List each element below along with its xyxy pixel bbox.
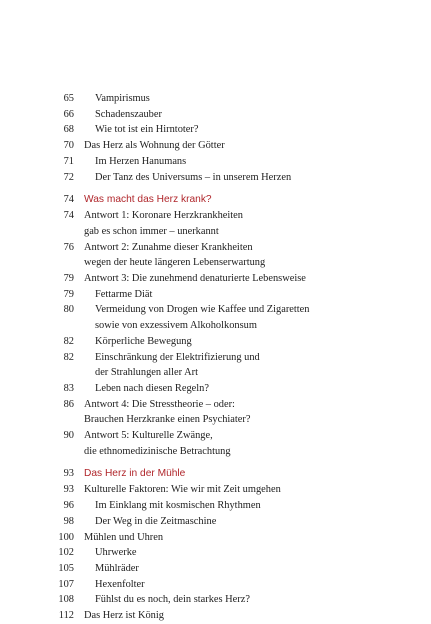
toc-entry [0,224,431,240]
toc-entry [0,498,431,514]
toc-entry [0,381,431,397]
toc-entry [0,154,431,170]
section-title: Das Herz in der Mühle [84,467,186,479]
entry-title: Mühlen und Uhren [84,531,164,543]
toc-entry [0,91,431,107]
entry-title: gab es schon immer – unerkannt [84,225,219,237]
toc-entry [0,577,431,593]
toc-entry [0,365,431,381]
entry-title: der Strahlungen aller Art [95,367,199,379]
toc-entry [0,530,431,546]
toc-entry [0,444,431,460]
entry-title: Wie tot ist ein Hirntoter? [95,124,199,136]
page-number: 86 [63,398,74,410]
toc-entry [0,412,431,428]
entry-title: Antwort 1: Koronare Herzkrankheiten [84,210,243,222]
page-number: 90 [63,430,74,441]
entry-title: Hexenfolter [95,578,145,590]
page-number: 79 [63,288,74,300]
page-number: 112 [58,610,74,621]
toc-entry [0,428,431,444]
entry-title: die ethnomedizinische Betrachtung [84,445,231,457]
toc-entry [0,240,431,256]
page-number: 93 [63,467,74,479]
entry-title: Leben nach diesen Regeln? [95,382,209,394]
toc-entry [0,302,431,318]
page-number: 72 [63,171,74,183]
section-heading [0,192,431,208]
page-number: 105 [58,562,74,574]
page-number: 96 [63,500,74,512]
page-number: 65 [63,93,74,104]
toc-entry [0,397,431,413]
entry-title: Das Herz ist König [84,610,164,621]
entry-title: Der Tanz des Universums – in unserem Herzen [95,171,292,183]
entry-title: Der Weg in die Zeitmaschine [95,515,217,527]
toc-entry [0,208,431,224]
toc-entry [0,170,431,186]
page-number: 98 [63,515,74,527]
toc-entry [0,318,431,334]
entry-title: Einschränkung der Elektrifizierung und [95,351,260,363]
entry-title: Antwort 3: Die zunehmend denaturierte Lebensweise [84,273,306,284]
toc-entry [0,514,431,530]
entry-title: Brauchen Herzkranke einen Psychiater? [84,414,251,426]
entry-title: Körperliche Bewegung [95,335,192,347]
entry-title: Antwort 5: Kulturelle Zwänge, [84,430,213,441]
page-number: 93 [63,484,74,496]
entry-title: Im Herzen Hanumans [95,155,187,167]
toc-entry [0,107,431,123]
page-number: 74 [63,193,74,205]
page-number: 70 [63,140,74,152]
toc-entry [0,350,431,366]
toc-entry [0,608,431,624]
page-number: 80 [63,304,74,316]
toc-entry [0,255,431,271]
section-title: Was macht das Herz krank? [84,193,212,205]
page-number: 83 [63,382,74,394]
entry-title: Vampirismus [95,93,150,104]
page-number: 82 [63,335,74,347]
page-number: 79 [63,273,74,284]
entry-title: wegen der heute längeren Lebenserwartung [84,257,266,269]
entry-title: Fühlst du es noch, dein starkes Herz? [95,594,250,606]
toc-entry [0,138,431,154]
entry-title: Fettarme Diät [95,288,153,300]
toc-entry [0,334,431,350]
entry-title: Schadenszauber [95,108,162,120]
entry-title: Antwort 2: Zunahme dieser Krankheiten [84,241,253,253]
page-number: 82 [63,351,74,363]
entry-title: Mühlräder [95,562,139,574]
entry-title: Uhrwerke [95,547,137,559]
page-number: 100 [58,531,74,543]
toc-entry [0,561,431,577]
page-number: 108 [58,594,74,606]
toc-entry [0,287,431,303]
page-number: 74 [63,210,74,222]
entry-title: Antwort 4: Die Stresstheorie – oder: [84,398,235,410]
entry-title: Kulturelle Faktoren: Wie wir mit Zeit umgehen [84,484,281,496]
page-number: 71 [63,155,74,167]
entry-title: Im Einklang mit kosmischen Rhythmen [95,500,261,512]
toc-entry [0,122,431,138]
page-number: 66 [63,108,74,120]
entry-title: Vermeidung von Drogen wie Kaffee und Zigaretten [95,304,310,316]
page-number: 68 [63,124,74,136]
page-number: 107 [58,578,74,590]
entry-title: Das Herz als Wohnung der Götter [84,140,225,152]
page-number: 102 [58,547,74,559]
toc-entry [0,545,431,561]
page-number: 76 [63,241,74,253]
section-heading [0,466,431,482]
toc-entry [0,271,431,287]
toc-entry [0,592,431,608]
entry-title: sowie von exzessivem Alkoholkonsum [95,320,257,332]
toc-entry [0,482,431,498]
